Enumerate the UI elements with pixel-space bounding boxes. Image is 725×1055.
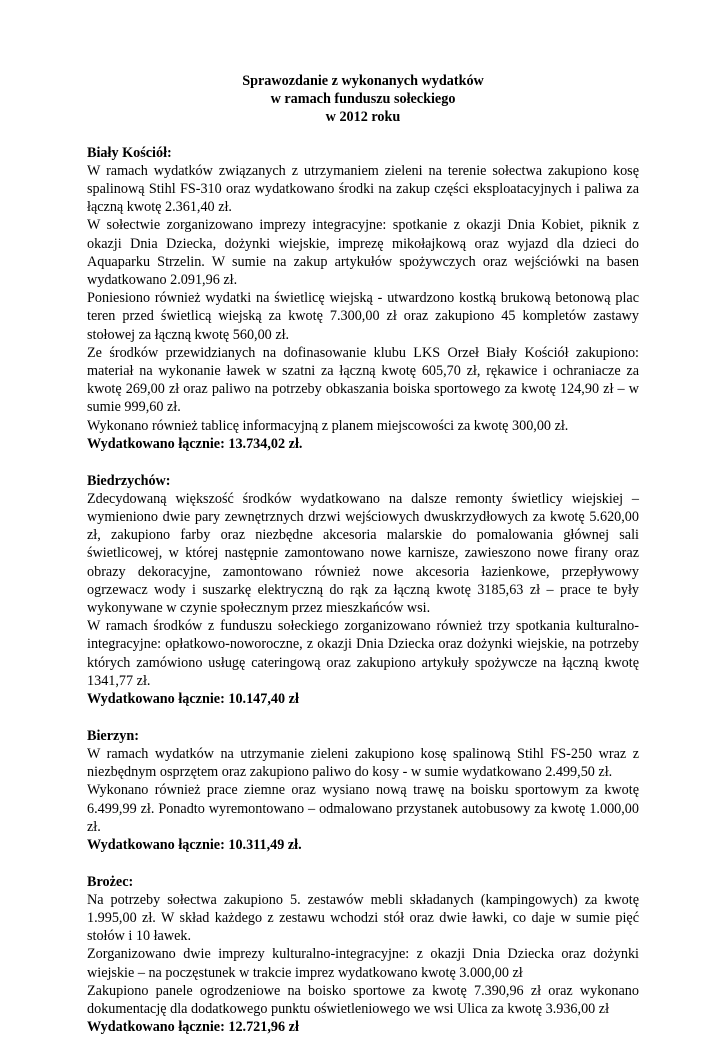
section-heading: Bierzyn: [87,727,140,744]
paragraph: Zorganizowano dwie imprezy kulturalno-integracyjne: z okazji Dnia Dziecka oraz dożynki wiejskie – na poczęstunek w trakcie imprez wydatkowano kwotę 3.000,00 zł [87,946,639,981]
paragraph: Zdecydowaną większość środków wydatkowano na dalsze remonty świetlicy wiejskiej – wymieniono dwie pary zewnętrznych drzwi wejściowych dwuskrzydłowych za kwotę 5.620,00 zł, zakupiono farby oraz niezbędne akcesoria malarskie do pomalowania głównej sali świetlicowej, w której następnie zamontowano nowe karnisze, zawieszono nowe firany oraz obrazy dekoracyjne, zamontowano również nowe akcesoria łazienkowe, przepływowy ogrzewacz wody i suszarkę elektryczną do rąk za łączną kwotę 3185,63 zł – prace te były wykonywane w czynie społecznym przez mieszkańców wsi. [87,490,639,616]
section-bierzyn [87,727,639,854]
section-total: Wydatkowano łącznie: 10.147,40 zł [87,691,299,707]
section-total: Wydatkowano łącznie: 10.311,49 zł. [87,836,302,853]
paragraph: W ramach wydatków związanych z utrzymaniem zieleni na terenie sołectwa zakupiono kosę spalinową Stihl FS-310 oraz wydatkowano środki na zakup części eksploatacyjnych i paliwa za łączną kwotę 2.361,40 zł. [87,162,639,216]
title-line-1: Sprawozdanie z wykonanych wydatków [242,73,484,89]
paragraph: W sołectwie zorganizowano imprezy integracyjne: spotkanie z okazji Dnia Kobiet, piknik z okazji Dnia Dziecka, dożynki wiejskie, imprezę mikołajkową oraz wyjazd dla dzieci do Aquaparku Strzelin. W sumie na zakup artykułów spożywczych oraz wejściówki na basen wydatkowano 2.091,96 zł. [87,217,639,289]
title-line-2: w ramach funduszu sołeckiego [270,91,456,108]
section-brozec [87,873,639,1037]
paragraph: W ramach środków z funduszu sołeckiego zorganizowano również trzy spotkania kulturalno-integracyjne: opłatkowo-noworoczne, z okazji Dnia Dziecka oraz dożynki wiejskie, na potrzeby których zamówiono usługę cateringową oraz zakupiono artykuły spożywcze na łączną kwotę 1341,77 zł. [87,618,639,689]
paragraph: Wykonano również tablicę informacyjną z planem miejscowości za kwotę 300,00 zł. [87,417,569,434]
paragraph: W ramach wydatków na utrzymanie zieleni zakupiono kosę spalinową Stihl FS-250 wraz z niezbędnym osprzętem oraz zakupiono paliwo do kosy - w sumie wydatkowano 2.499,50 zł. [87,745,639,781]
section-total: Wydatkowano łącznie: 13.734,02 zł. [87,435,303,452]
paragraph: Na potrzeby sołectwa zakupiono 5. zestawów mebli składanych (kampingowych) za kwotę 1.995,00 zł. W skład każdego z zestawu wchodzi stół oraz dwie ławki, co daje w sumie pięć stołów i 10 ławek. [87,891,639,945]
section-heading: Biały Kościół: [87,144,172,161]
paragraph: Ze środków przewidzianych na dofinasowanie klubu LKS Orzeł Biały Kościół zakupiono: materiał na wykonanie ławek w szatni za łączną kwotę 605,70 zł, rękawice i ochraniacze za kwotę 269,00 zł oraz paliwo na potrzeby obkaszania boiska sportowego za kwotę 124,90 zł – w sumie 999,60 zł. [87,344,639,416]
document-page [87,72,639,1055]
section-biedrzychow [87,472,639,709]
section-bialy-kosciol [87,144,639,453]
paragraph: Poniesiono również wydatki na świetlicę wiejską - utwardzono kostką brukową betonową plac teren przed świetlicą wiejską za kwotę 7.300,00 zł oraz zakupiono 45 kompletów zastawy stołowej za łączną kwotę 560,00 zł. [87,290,639,343]
section-total: Wydatkowano łącznie: 12.721,96 zł [87,1019,299,1036]
paragraph: Wykonano również prace ziemne oraz wysiano nową trawę na boisku sportowym za kwotę 6.499,99 zł. Ponadto wyremontowano – odmalowano przystanek autobusowy za kwotę 1.000,00 zł. [87,782,639,835]
paragraph: Zakupiono panele ogrodzeniowe na boisko sportowe za kwotę 7.390,96 zł oraz wykonano dokumentację dla dodatkowego punktu oświetleniowego we wsi Ulica za kwotę 3.936,00 zł [87,982,639,1018]
section-heading: Biedrzychów: [87,472,171,489]
section-heading: Brożec: [87,873,134,890]
report-title [87,72,639,127]
title-line-3: w 2012 roku [325,109,401,126]
